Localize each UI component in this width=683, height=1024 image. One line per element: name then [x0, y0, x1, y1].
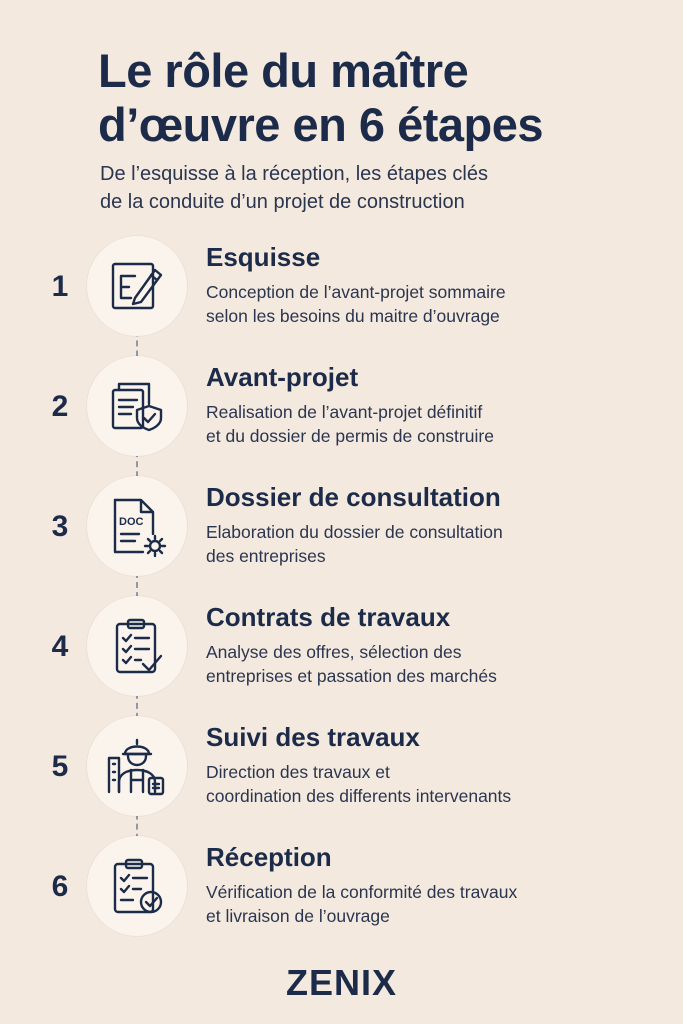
sketch-pencil-icon [105, 254, 169, 318]
step-title: Contrats de travaux [206, 602, 451, 632]
brand-logo: ZENIX [285, 962, 397, 1003]
step-title: Réception [206, 842, 332, 872]
step-icon-circle [87, 716, 187, 816]
doc-icon-label: DOC [119, 516, 144, 528]
step-description [206, 640, 666, 688]
step-1 [0, 236, 683, 346]
step-number: 6 [51, 870, 69, 903]
step-description [206, 400, 666, 448]
step-desc-line-1: Direction des travaux et [206, 762, 390, 782]
construction-worker-icon [105, 734, 169, 798]
subtitle-line-1: De l’esquisse à la réception, les étapes clés [100, 163, 488, 185]
step-desc-line-1: Vérification de la conformité des travaux [206, 882, 518, 902]
step-desc-line-2: selon les besoins du maitre d’ouvrage [206, 306, 500, 326]
step-number: 2 [51, 390, 69, 423]
subtitle-line-2: de la conduite d’un projet de construction [100, 191, 465, 213]
page-subtitle [100, 160, 640, 216]
page-title [98, 44, 658, 152]
step-5 [0, 716, 683, 826]
clipboard-checklist-icon [105, 614, 169, 678]
step-icon-circle [87, 836, 187, 936]
step-description [206, 760, 666, 808]
step-description [206, 520, 666, 568]
step-desc-line-1: Elaboration du dossier de consultation [206, 522, 503, 542]
step-desc-line-1: Conception de l’avant-projet sommaire [206, 282, 506, 302]
step-desc-line-2: des entreprises [206, 546, 326, 566]
step-number: 4 [51, 630, 69, 663]
step-desc-line-1: Analyse des offres, sélection des [206, 642, 462, 662]
step-desc-line-2: et du dossier de permis de construire [206, 426, 494, 446]
step-desc-line-2: et livraison de l’ouvrage [206, 906, 390, 926]
step-title: Esquisse [206, 242, 321, 272]
step-number: 5 [51, 750, 69, 783]
documents-shield-icon [105, 374, 169, 438]
step-desc-line-2: coordination des differents intervenants [206, 786, 512, 806]
step-desc-line-1: Realisation de l’avant-projet définitif [206, 402, 483, 422]
step-icon-circle [87, 596, 187, 696]
step-4 [0, 596, 683, 706]
step-icon-circle [87, 476, 187, 576]
title-line-1: Le rôle du maître [98, 44, 469, 97]
clipboard-approval-icon [105, 854, 169, 918]
step-icon-circle [87, 356, 187, 456]
title-line-2: d’œuvre en 6 étapes [98, 98, 543, 151]
doc-gear-icon [105, 494, 169, 558]
step-desc-line-2: entreprises et passation des marchés [206, 666, 497, 686]
step-title: Suivi des travaux [206, 722, 420, 752]
step-3 [0, 476, 683, 586]
step-2 [0, 356, 683, 466]
step-number: 1 [51, 270, 69, 303]
step-description [206, 280, 666, 328]
step-icon-circle [87, 236, 187, 336]
step-number: 3 [51, 510, 69, 543]
step-6 [0, 836, 683, 946]
step-title: Dossier de consultation [206, 482, 501, 512]
step-description [206, 880, 666, 928]
step-title: Avant-projet [206, 362, 359, 392]
